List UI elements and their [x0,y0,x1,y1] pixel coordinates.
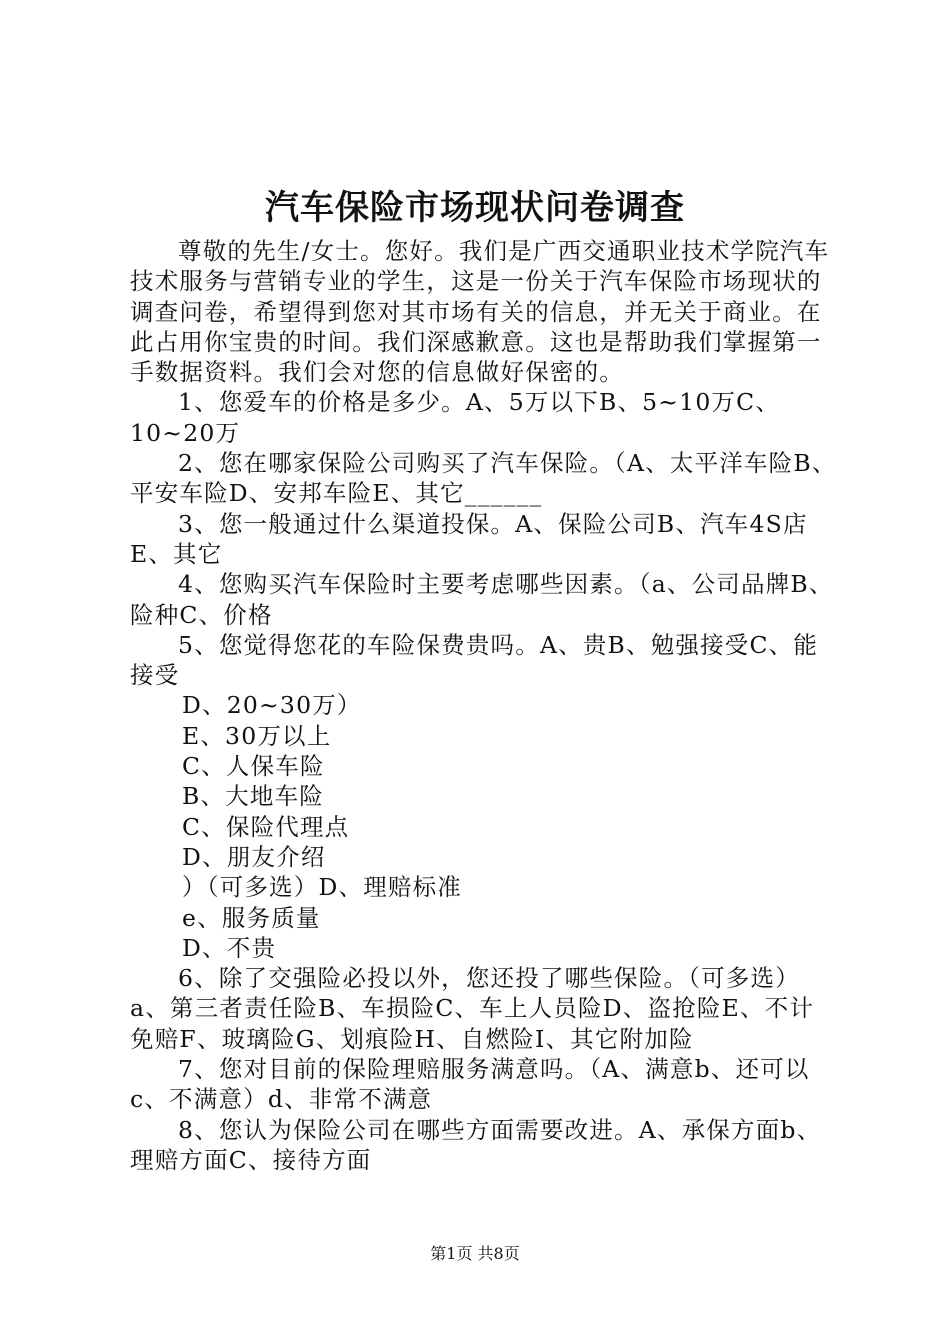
option-line: ）（可多选）D、理赔标准 [182,873,462,902]
document-title: 汽车保险市场现状问卷调查 [265,188,685,228]
question-4: 4、您购买汽车保险时主要考虑哪些因素。（a、公司品牌B、险种C、价格 [130,570,834,629]
option-line: E、30万以上 [182,721,332,750]
option-line: D、朋友介绍 [182,842,326,871]
question-6: 6、除了交强险必投以外，您还投了哪些保险。（可多选）a、第三者责任险B、车损险C、车上人员险D、盗抢险E、不计免赔F、玻璃险G、划痕险H、自燃险I、其它附加险 [130,964,815,1053]
option-line: e、服务质量 [182,903,321,932]
question-1: 1、您爱车的价格是多少。A、5万以下B、5~10万C、10~20万 [130,388,781,447]
page-footer: 第1页 共8页 [430,1244,520,1263]
option-line: D、20~30万） [182,691,362,720]
document-body [130,236,838,1175]
option-line: D、不贵 [182,933,277,962]
question-7: 7、您对目前的保险理赔服务满意吗。（A、满意b、还可以c、不满意）d、非常不满意 [130,1055,810,1114]
option-line: B、大地车险 [182,782,324,811]
question-2: 2、您在哪家保险公司购买了汽车保险。（A、太平洋车险B、平安车险D、安邦车险E、其它______ [130,449,837,508]
question-3: 3、您一般通过什么渠道投保。A、保险公司B、汽车4S店E、其它 [130,509,808,568]
intro-paragraph: 尊敬的先生/女士。您好。我们是广西交通职业技术学院汽车技术服务与营销专业的学生，这是一份关于汽车保险市场现状的调查问卷，希望得到您对其市场有关的信息，并无关于商业。在此占用你宝贵的时间。我们深感歉意。这也是帮助我们掌握第一手数据资料。我们会对您的信息做好保密的。 [130,237,830,387]
question-8: 8、您认为保险公司在哪些方面需要改进。A、承保方面b、理赔方面C、接待方面 [130,1115,822,1174]
option-line: C、保险代理点 [182,812,350,841]
question-5: 5、您觉得您花的车险保费贵吗。A、贵B、勉强接受C、能接受 [130,630,819,690]
option-line: C、人保车险 [182,752,325,781]
